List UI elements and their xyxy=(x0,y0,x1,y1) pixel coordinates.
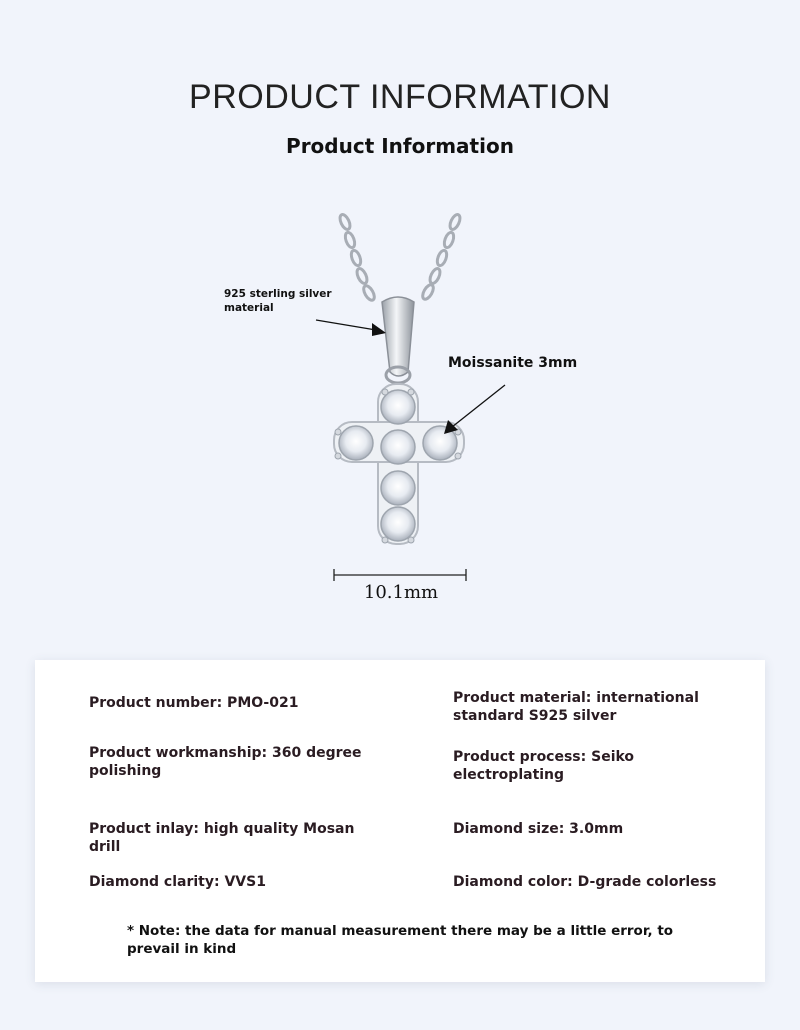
chain-right xyxy=(421,213,462,301)
page-title: PRODUCT INFORMATION xyxy=(189,78,611,116)
spec-clarity: Diamond clarity: VVS1 xyxy=(89,874,266,890)
spec-product-material: Product material: international standard S925 silver xyxy=(453,690,699,724)
spec-diamond-size: Diamond size: 3.0mm xyxy=(453,821,624,837)
stone-arrow xyxy=(452,385,505,427)
dimension-label: 10.1mm xyxy=(363,582,439,603)
measurement-note: * Note: the data for manual measurement there may be a little error, to prevail in kind xyxy=(127,923,674,957)
pendant-bail xyxy=(382,297,414,376)
spec-color: Diamond color: D-grade colorless xyxy=(453,874,717,890)
page-subtitle: Product Information xyxy=(286,134,514,158)
spec-inlay: Product inlay: high quality Mosan drill xyxy=(89,821,355,855)
spec-workmanship: Product workmanship: 360 degree polishing xyxy=(89,745,362,779)
pendant-illustration xyxy=(0,180,800,640)
stone-callout: Moissanite 3mm xyxy=(448,355,578,371)
spec-product-number: Product number: PMO-021 xyxy=(89,695,299,711)
dimension-line xyxy=(334,569,466,581)
material-callout: 925 sterling silver material xyxy=(224,288,332,314)
spec-process: Product process: Seiko electroplating xyxy=(453,749,635,783)
material-arrow xyxy=(316,320,376,330)
